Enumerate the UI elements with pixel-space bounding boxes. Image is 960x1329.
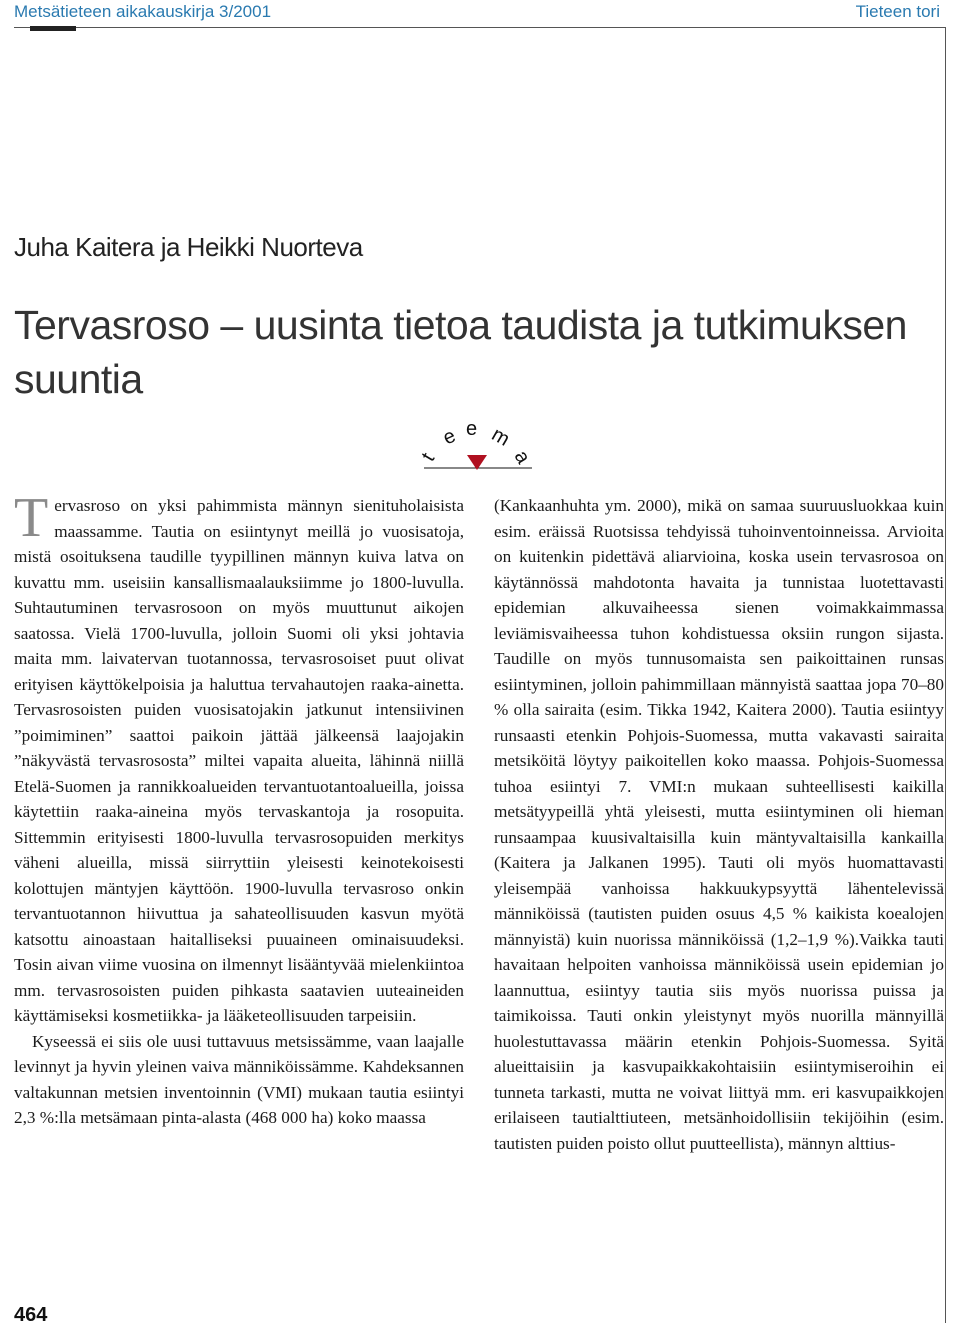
section-name: Tieteen tori: [855, 2, 940, 21]
body-paragraph: (Kankaanhuhta ym. 2000), mikä on samaa suuruusluokkaa kuin esim. eräissä Ruotsissa tehdyissä tuhoinventoinneissa. Arvioita on kuitenkin pidettävä aliarvioina, koska usein tervasrosoa on käytännössä mahdotonta havaita ja tunnistaa luotettavasti epidemian alkuvaiheessa sienen voimakkaimmassa leviämisvaiheessa tuhon kohdistuessa oksiin rungon sijasta. Taudille on myös tunnusomaista sen paikoittainen runsas esiintyminen, jolloin pahimmillaan männyistä saattaa jopa 70–80 % olla sairaita (esim. Tikka 1942, Kaitera 2000). Tautia esiintyy runsaasti etenkin Pohjois-Suomessa, mutta vakavasti sairaita metsiköitä löytyy paikoitellen koko maassa. Pohjois-Suomessa tuhoa esiintyi 7. VMI:n mukaan suhteellisesti kaikilla metsätyypeillä yhtä yleisesti, mutta esiintyminen oli hieman runsaampaa kuusivaltaisilla kuin mäntyvaltaisilla kankailla (Kaitera ja Jalkanen 1995). Tauti oli myös huomattavasti yleisempää vanhoissa hakkuukypsyyttä lähentelevissä männiköissä (tautisten puiden osuus 4,5 % kaikista koealojen männyistä) kuin nuorissa männiköissä (1,2–1,9 %).Vaikka tauti havaitaan helpoiten vanhoissa männiköissä usein epidemian jo laannuttua, esiintyy tautia siis myös nuorissa puissa ja taimikoissa. Tauti onkin yleistynyt myös nuorilla männyillä huolestuttavassa määrin etenkin Pohjois-Suomessa. Syitä alueittaisiin ja kasvupaikkakohtaisiin esiintymiseroihin ei tunneta tarkasti, mutta ne voivat liittyä mm. eri kasvupaikkojen erilaiseen tautialttiuteen, metsänhoidollisiin tekijöihin (esim. tautisten puiden poisto ollut puutteellista), männyn alttius-: [494, 496, 944, 1153]
drop-cap: T: [14, 487, 49, 549]
article-title: Tervasroso – uusinta tietoa taudista ja tutkimuksen suuntia: [14, 302, 907, 402]
body-paragraph: Kyseessä ei siis ole uusi tuttavuus metsissämme, vaan laajalle levinnyt ja hyvin yleinen vaiva männiköissämme. Kahdeksannen valtakunnan metsien inventoinnin (VMI) mukaan tautia esiintyi 2,3 %:lla metsämaan pinta-alasta (468 000 ha) koko maassa: [14, 1031, 464, 1127]
teema-letter: t: [417, 449, 440, 466]
teema-letter: a: [509, 446, 535, 468]
paragraph-text: ervasroso on yksi pahimmista männyn sienituholaisista maassamme. Tautia on esiintynyt meillä jo vuosisatoja, mistä osoituksena taudille tyypillinen männyn kuiva latva on kuvattu mm. useisiin kansallismaalauksiimme jo 1800-luvulla. Suhtautuminen tervasrosoon on myös muuttunut aikojen saatossa. Vielä 1700-luvulla, jolloin Suomi oli yksi johtavia maita mm. laivatervan tuotannossa, tervasrosoiset puut olivat erityisen käyttökelpoisia ja haluttua tervahautojen raaka-ainetta. Tervasrosoisten puiden vuosisatojakin jatkunut intensiivinen ”poimiminen” saattoi paikoin jättää jälkeensä laajojakin ”näkyvästä tervasrososta” miltei vapaita alueita, lähinnä niillä Etelä-Suomen ja rannikkoalueiden tervantuotantoalueilla, joissa käytettiin raaka-aineina myös tervaskantoja ja rosopuita. Sittemmin erityisesti 1800-luvulla tervasrosopuiden merkitys väheni alueilla, missä siirryttiin yleisesti keinotekoisesti kolottujen mäntyjen käyttöön. 1900-luvulla tervasroso onkin tervantuotannon hiivuttua ja sahateollisuuden kasvun myötä katsottu ainoastaan haitalliseksi puuaineen ominaisuudeksi. Tosin aivan viime vuosina on ilmennyt lisääntyvää mielenkiintoa mm. tervasrosoisten puiden pihkasta saatavien uuteaineiden käyttämiseksi kosmetiikka- ja lääketeollisuuden tarpeisiin.: [14, 496, 464, 1025]
journal-title: Metsätieteen aikakauskirja 3/2001: [14, 2, 272, 21]
teema-letter: e: [439, 424, 460, 450]
page-number: 464: [14, 1304, 48, 1326]
right-column: [494, 493, 944, 1156]
left-column: [14, 487, 464, 1131]
right-margin-rule: [945, 27, 946, 1323]
teema-marker: [418, 418, 538, 474]
teema-letter: e: [466, 418, 478, 440]
header-accent-block: [30, 26, 76, 31]
teema-letter: m: [487, 423, 514, 451]
intro-paragraph: [14, 487, 464, 1029]
article-authors: Juha Kaitera ja Heikki Nuorteva: [14, 232, 363, 262]
header-rule: [14, 27, 946, 28]
triangle-marker-icon: [418, 418, 538, 474]
